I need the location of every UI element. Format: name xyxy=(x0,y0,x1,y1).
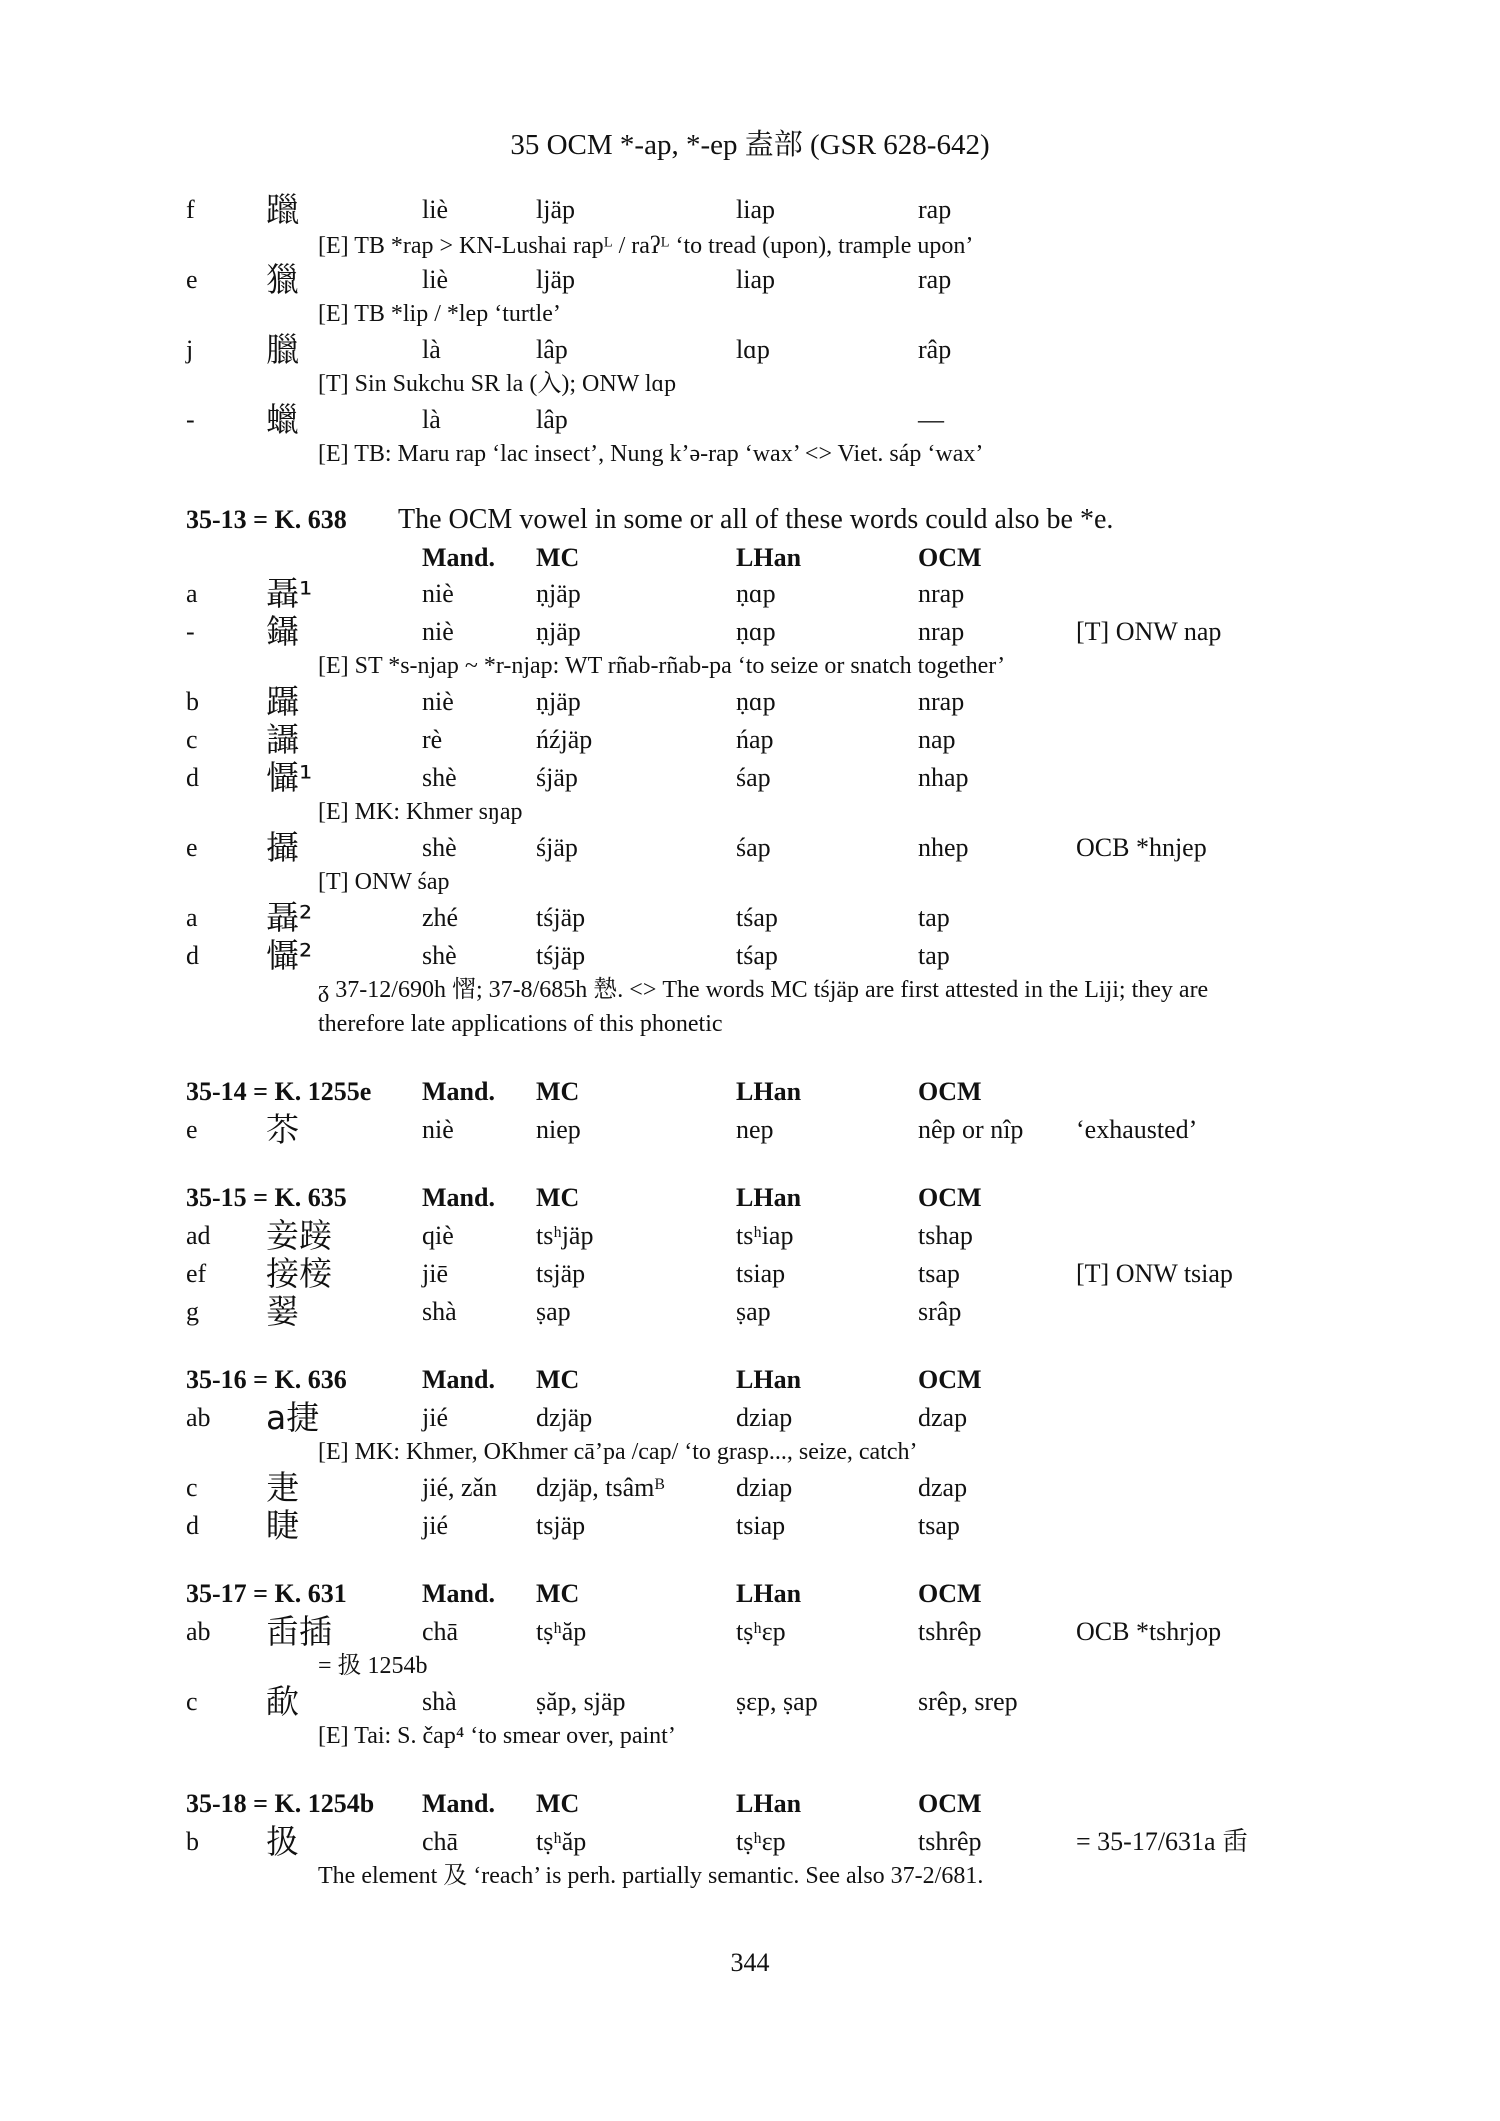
entry-middle-chinese: ṣăp, sjäp xyxy=(536,1687,626,1716)
entry-later-han: ṇɑp xyxy=(736,687,776,716)
column-header-mandarin: Mand. xyxy=(422,1365,495,1394)
column-header-lhan: LHan xyxy=(736,1789,802,1818)
entry-key: ab xyxy=(186,1617,211,1646)
entry-note: [T] Sin Sukchu SR la (入); ONW lɑp xyxy=(318,371,677,397)
entry-old-chinese: dzap xyxy=(918,1403,968,1432)
column-header-row xyxy=(0,538,1500,578)
column-header-mandarin: Mand. xyxy=(422,543,495,572)
entry-key: - xyxy=(186,617,195,646)
entry-key: c xyxy=(186,1687,198,1716)
entry-character: 躐 xyxy=(266,190,299,229)
entry-middle-chinese: lâp xyxy=(536,405,568,434)
entry-row xyxy=(0,1110,1500,1150)
entry-key: b xyxy=(186,1827,199,1856)
entry-mandarin: shè xyxy=(422,833,457,862)
entry-middle-chinese: dzjäp xyxy=(536,1403,593,1432)
entry-old-chinese: nêp or nîp xyxy=(918,1115,1024,1144)
entry-middle-chinese: ṇjäp xyxy=(536,579,581,608)
entry-key: a xyxy=(186,903,198,932)
entry-later-han: śap xyxy=(736,763,771,792)
entry-note: ᵹ 37-12/690h 慴; 37-8/685h 慹. <> The words MC tśjäp are first attested in the Liji; they are xyxy=(318,977,1209,1003)
entry-mandarin: zhé xyxy=(422,903,459,932)
entry-key: e xyxy=(186,265,198,294)
entry-row xyxy=(0,190,1500,230)
entry-character: 蠟 xyxy=(266,400,299,439)
entry-character: a捷 xyxy=(266,1398,320,1437)
entry-row xyxy=(0,574,1500,614)
entry-old-chinese: tap xyxy=(918,903,950,932)
entry-mandarin: niè xyxy=(422,579,454,608)
entry-extra: OCB *tshrjop xyxy=(1076,1617,1222,1646)
entry-mandarin: shè xyxy=(422,763,457,792)
entry-old-chinese: nrap xyxy=(918,687,965,716)
entry-later-han: tśap xyxy=(736,941,778,970)
entry-mandarin: liè xyxy=(422,195,448,224)
column-header-ocm: OCM xyxy=(918,1579,982,1608)
section-id: 35-17 = K. 631 xyxy=(186,1579,347,1608)
entry-old-chinese: rap xyxy=(918,195,952,224)
entry-mandarin: rè xyxy=(422,725,443,754)
entry-row xyxy=(0,898,1500,938)
entry-mandarin: liè xyxy=(422,265,448,294)
column-header-mc: MC xyxy=(536,1183,580,1212)
entry-later-han: śap xyxy=(736,833,771,862)
entry-character: 疌 xyxy=(266,1468,299,1507)
column-header-mc: MC xyxy=(536,1077,580,1106)
entry-old-chinese: srêp, srep xyxy=(918,1687,1018,1716)
entry-key: d xyxy=(186,763,199,792)
section-description: The OCM vowel in some or all of these words could also be *e. xyxy=(398,504,1114,535)
entry-middle-chinese: ńźjäp xyxy=(536,725,593,754)
entry-mandarin: jiē xyxy=(422,1259,448,1288)
note-row xyxy=(0,1856,1500,1896)
entry-middle-chinese: ljäp xyxy=(536,265,575,294)
entry-mandarin: shè xyxy=(422,941,457,970)
column-header-mc: MC xyxy=(536,543,580,572)
entry-middle-chinese: niep xyxy=(536,1115,581,1144)
entry-mandarin: niè xyxy=(422,617,454,646)
section-id: 35-18 = K. 1254b xyxy=(186,1789,375,1818)
entry-mandarin: chā xyxy=(422,1827,459,1856)
entry-later-han: tṣʰɛp xyxy=(736,1827,786,1856)
entry-character: 睫 xyxy=(266,1506,299,1545)
entry-key: c xyxy=(186,725,198,754)
entry-later-han: tśap xyxy=(736,903,778,932)
column-header-lhan: LHan xyxy=(736,1077,802,1106)
entry-key: e xyxy=(186,833,198,862)
entry-middle-chinese: tśjäp xyxy=(536,941,586,970)
entry-old-chinese: nhap xyxy=(918,763,969,792)
entry-middle-chinese: tṣʰăp xyxy=(536,1827,587,1856)
entry-key: ef xyxy=(186,1259,207,1288)
entry-mandarin: chā xyxy=(422,1617,459,1646)
entry-character: 臿插 xyxy=(266,1612,332,1651)
entry-character: 攝 xyxy=(266,828,299,867)
entry-note: The element 及 ‘reach’ is perh. partially semantic. See also 37-2/681. xyxy=(318,1863,984,1889)
entry-later-han: tṣʰɛp xyxy=(736,1617,786,1646)
entry-later-han: dziap xyxy=(736,1403,793,1432)
entry-note: therefore late applications of this phonetic xyxy=(318,1011,723,1037)
entry-note: [E] TB *lip / *lep ‘turtle’ xyxy=(318,301,561,327)
entry-later-han: ṇɑp xyxy=(736,617,776,646)
entry-mandarin: jié, zǎn xyxy=(422,1473,498,1502)
entry-middle-chinese: tsʰjäp xyxy=(536,1221,594,1250)
entry-later-han: ṣap xyxy=(736,1297,771,1326)
entry-character: 鑷 xyxy=(266,612,299,651)
column-header-ocm: OCM xyxy=(918,1789,982,1818)
entry-old-chinese: rap xyxy=(918,265,952,294)
entry-row xyxy=(0,1254,1500,1294)
entry-extra: OCB *hnjep xyxy=(1076,833,1207,862)
column-header-ocm: OCM xyxy=(918,1077,982,1106)
entry-row xyxy=(0,1292,1500,1332)
entry-character: 妾踥 xyxy=(266,1216,332,1255)
entry-middle-chinese: ṇjäp xyxy=(536,617,581,646)
entry-later-han: dziap xyxy=(736,1473,793,1502)
section-id: 35-13 = K. 638 xyxy=(186,505,347,534)
column-header-mc: MC xyxy=(536,1789,580,1818)
column-header-lhan: LHan xyxy=(736,1579,802,1608)
entry-later-han: ṣɛp, ṣap xyxy=(736,1687,818,1716)
entry-extra: ‘exhausted’ xyxy=(1076,1115,1198,1144)
column-header-mandarin: Mand. xyxy=(422,1077,495,1106)
entry-extra: [T] ONW tsiap xyxy=(1076,1259,1233,1288)
entry-note: [E] ST *s-njap ~ *r-njap: WT rñab-rñab-pa ‘to seize or snatch together’ xyxy=(318,653,1006,679)
note-row xyxy=(0,792,1500,832)
entry-later-han: tsiap xyxy=(736,1259,786,1288)
entry-middle-chinese: tṣʰăp xyxy=(536,1617,587,1646)
entry-key: - xyxy=(186,405,195,434)
entry-middle-chinese: tsjäp xyxy=(536,1259,586,1288)
entry-row xyxy=(0,682,1500,722)
column-header-mandarin: Mand. xyxy=(422,1579,495,1608)
entry-mandarin: qiè xyxy=(422,1221,454,1250)
entry-key: c xyxy=(186,1473,198,1502)
entry-note: [E] TB: Maru rap ‘lac insect’, Nung k’ə-rap ‘wax’ <> Viet. sáp ‘wax’ xyxy=(318,441,984,467)
entry-extra: [T] ONW nap xyxy=(1076,617,1222,646)
entry-old-chinese: tshap xyxy=(918,1221,973,1250)
entry-old-chinese: tshrêp xyxy=(918,1827,982,1856)
entry-old-chinese: nap xyxy=(918,725,956,754)
entry-middle-chinese: śjäp xyxy=(536,833,578,862)
entry-character: 躡 xyxy=(266,682,299,721)
entry-key: g xyxy=(186,1297,199,1326)
entry-middle-chinese: lâp xyxy=(536,335,568,364)
column-header-mc: MC xyxy=(536,1579,580,1608)
entry-character: 扱 xyxy=(266,1822,299,1861)
entry-row xyxy=(0,720,1500,760)
entry-key: e xyxy=(186,1115,198,1144)
entry-key: f xyxy=(186,195,195,224)
entry-mandarin: niè xyxy=(422,687,454,716)
entry-old-chinese: nrap xyxy=(918,579,965,608)
section-heading xyxy=(0,1574,1500,1614)
entry-middle-chinese: tśjäp xyxy=(536,903,586,932)
page-header: 35 OCM *-ap, *-ep 盍部 (GSR 628-642) xyxy=(510,129,990,161)
column-header-ocm: OCM xyxy=(918,1183,982,1212)
entry-old-chinese: srâp xyxy=(918,1297,962,1326)
entry-old-chinese: tsap xyxy=(918,1511,960,1540)
entry-later-han: ṇɑp xyxy=(736,579,776,608)
note-row xyxy=(0,862,1500,902)
entry-character: 懾² xyxy=(266,936,313,975)
entry-note: [E] Tai: S. čap⁴ ‘to smear over, paint’ xyxy=(318,1723,676,1749)
entry-note: [E] TB *rap > KN-Lushai rapᴸ / raʔᴸ ‘to tread (upon), trample upon’ xyxy=(318,233,974,259)
column-header-lhan: LHan xyxy=(736,1365,802,1394)
entry-key: j xyxy=(186,335,194,364)
entry-middle-chinese: ljäp xyxy=(536,195,575,224)
column-header-lhan: LHan xyxy=(736,543,802,572)
entry-key: ad xyxy=(186,1221,211,1250)
entry-old-chinese: dzap xyxy=(918,1473,968,1502)
entry-character: 聶² xyxy=(266,898,313,937)
entry-old-chinese: nrap xyxy=(918,617,965,646)
entry-key: b xyxy=(186,687,199,716)
entry-character: 獵 xyxy=(266,260,299,299)
note-row xyxy=(0,1646,1500,1686)
entry-later-han: ńap xyxy=(736,725,774,754)
entry-character: 懾¹ xyxy=(266,758,313,797)
entry-mandarin: jié xyxy=(422,1403,448,1432)
entry-key: a xyxy=(186,579,198,608)
column-header-ocm: OCM xyxy=(918,543,982,572)
note-row xyxy=(0,294,1500,334)
entry-character: 臘 xyxy=(266,330,299,369)
entry-character: 讘 xyxy=(266,720,299,759)
section-heading xyxy=(0,1072,1500,1112)
entry-middle-chinese: tsjäp xyxy=(536,1511,586,1540)
section-heading xyxy=(0,1784,1500,1824)
entry-row xyxy=(0,1468,1500,1508)
column-header-mandarin: Mand. xyxy=(422,1183,495,1212)
section-id: 35-16 = K. 636 xyxy=(186,1365,347,1394)
entry-extra: = 35-17/631a 臿 xyxy=(1076,1827,1249,1856)
entry-middle-chinese: ṇjäp xyxy=(536,687,581,716)
entry-character: 接椄 xyxy=(266,1254,332,1293)
entry-later-han: tsiap xyxy=(736,1511,786,1540)
entry-mandarin: niè xyxy=(422,1115,454,1144)
note-row xyxy=(0,1004,1500,1044)
entry-row xyxy=(0,1216,1500,1256)
note-row xyxy=(0,1716,1500,1756)
entry-old-chinese: tshrêp xyxy=(918,1617,982,1646)
entry-old-chinese: tsap xyxy=(918,1259,960,1288)
entry-later-han: lɑp xyxy=(736,335,770,364)
note-row xyxy=(0,434,1500,474)
entry-old-chinese: — xyxy=(918,405,944,434)
note-row xyxy=(0,364,1500,404)
entry-later-han: nep xyxy=(736,1115,774,1144)
entry-later-han: tsʰiap xyxy=(736,1221,794,1250)
entry-old-chinese: râp xyxy=(918,335,952,364)
entry-mandarin: là xyxy=(422,335,441,364)
entry-mandarin: jié xyxy=(422,1511,448,1540)
section-heading xyxy=(0,1360,1500,1400)
column-header-lhan: LHan xyxy=(736,1183,802,1212)
entry-character: 翣 xyxy=(266,1292,299,1331)
entry-key: d xyxy=(186,941,199,970)
entry-key: ab xyxy=(186,1403,211,1432)
entry-character: 聶¹ xyxy=(266,574,313,613)
note-row xyxy=(0,646,1500,686)
column-header-mandarin: Mand. xyxy=(422,1789,495,1818)
entry-note: [E] MK: Khmer, OKhmer cā’pa /cap/ ‘to grasp..., seize, catch’ xyxy=(318,1439,918,1465)
entry-middle-chinese: śjäp xyxy=(536,763,578,792)
page-number: 344 xyxy=(730,1948,770,1977)
entry-note: [T] ONW śap xyxy=(318,869,450,895)
entry-mandarin: shà xyxy=(422,1687,457,1716)
entry-mandarin: là xyxy=(422,405,441,434)
entry-key: d xyxy=(186,1511,199,1540)
section-heading xyxy=(0,1178,1500,1218)
entry-character: 歃 xyxy=(266,1682,299,1721)
column-header-mc: MC xyxy=(536,1365,580,1394)
entry-row xyxy=(0,1506,1500,1546)
entry-note: [E] MK: Khmer sŋap xyxy=(318,799,523,825)
entry-character: 苶 xyxy=(266,1110,299,1149)
section-id: 35-15 = K. 635 xyxy=(186,1183,347,1212)
section-id: 35-14 = K. 1255e xyxy=(186,1077,372,1106)
entry-later-han: liap xyxy=(736,195,775,224)
entry-mandarin: shà xyxy=(422,1297,457,1326)
entry-old-chinese: tap xyxy=(918,941,950,970)
entry-note: = 扱 1254b xyxy=(318,1653,428,1679)
entry-later-han: liap xyxy=(736,265,775,294)
section-heading xyxy=(0,500,1500,540)
column-header-ocm: OCM xyxy=(918,1365,982,1394)
entry-old-chinese: nhep xyxy=(918,833,969,862)
entry-middle-chinese: dzjäp, tsâmᴮ xyxy=(536,1473,665,1502)
entry-middle-chinese: ṣap xyxy=(536,1297,571,1326)
note-row xyxy=(0,1432,1500,1472)
